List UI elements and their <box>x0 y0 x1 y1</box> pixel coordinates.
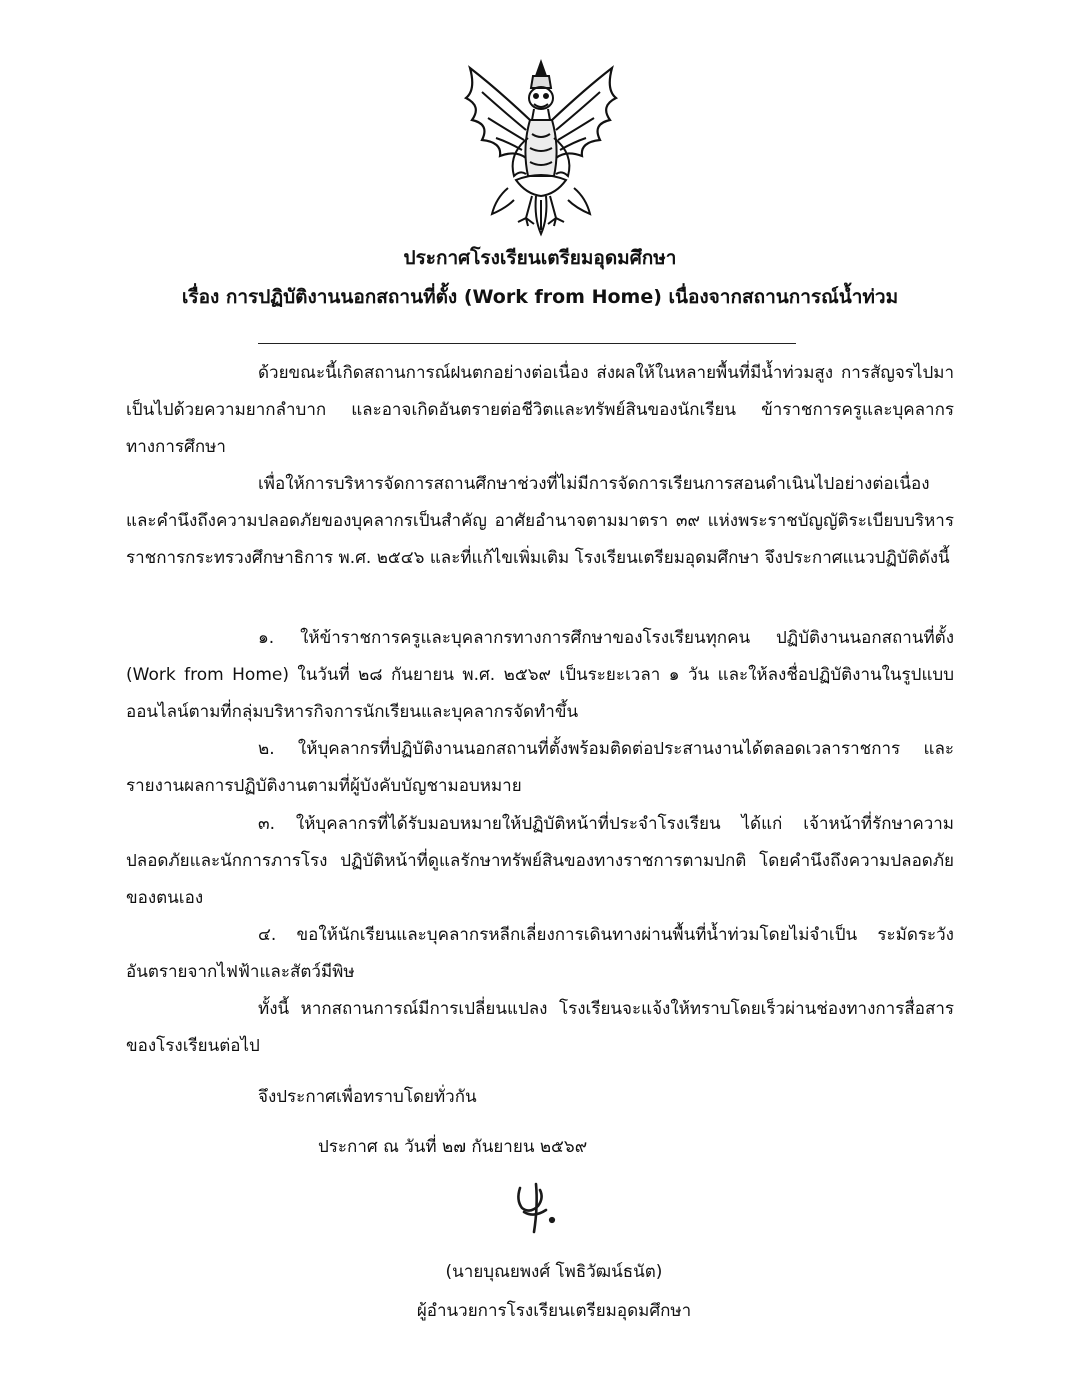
paragraph-authority: เพื่อให้การบริหารจัดการสถานศึกษาช่วงที่ไม่มีการจัดการเรียนการสอนดำเนินไปอย่างต่อเนื่อง และคำนึงถึงความปลอดภัยของบุคลากรเป็นสำคัญ อาศัยอำนาจตามมาตรา ๓๙ แห่งพระราชบัญญัติระเบียบบริหารราชการกระทรวงศึกษาธิการ พ.ศ. ๒๕๔๖ และที่แก้ไขเพิ่มเติม โรงเรียนเตรียมอุดมศึกษา จึงประกาศแนวปฏิบัติดังนี้ <box>126 474 954 568</box>
announcement-subject: เรื่อง การปฏิบัติงานนอกสถานที่ตั้ง (Work from Home) เนื่องจากสถานการณ์น้ำท่วม <box>181 286 899 308</box>
garuda-emblem <box>456 58 626 240</box>
announcement-date: ประกาศ ณ วันที่ ๒๗ กันยายน ๒๕๖๙ <box>318 1137 588 1157</box>
signature <box>510 1180 566 1238</box>
list-item-2: ๒. ให้บุคลากรที่ปฏิบัติงานนอกสถานที่ตั้งพร้อมติดต่อประสานงานได้ตลอดเวลาราชการ และรายงานผลการปฏิบัติงานตามที่ผู้บังคับบัญชามอบหมาย <box>126 739 954 796</box>
list-item-4: ๔. ขอให้นักเรียนและบุคลากรหลีกเลี่ยงการเดินทางผ่านพื้นที่น้ำท่วมโดยไม่จำเป็น ระมัดระวังอันตรายจากไฟฟ้าและสัตว์มีพิษ <box>126 925 954 982</box>
list-item-3: ๓. ให้บุคลากรที่ได้รับมอบหมายให้ปฏิบัติหน้าที่ประจำโรงเรียน ได้แก่ เจ้าหน้าที่รักษาความปลอดภัยและนักการภารโรง ปฏิบัติหน้าที่ดูแลรักษาทรัพย์สินของทางราชการตามปกติ โดยคำนึงถึงความปลอดภัยของตนเอง <box>126 814 954 908</box>
list-item-1: ๑. ให้ข้าราชการครูและบุคลากรทางการศึกษาของโรงเรียนทุกคน ปฏิบัติงานนอกสถานที่ตั้ง (Work from Home) ในวันที่ ๒๘ กันยายน พ.ศ. ๒๕๖๙ เป็นระยะเวลา ๑ วัน และให้ลงชื่อปฏิบัติงานในรูปแบบออนไลน์ตามที่กลุ่มบริหารกิจการนักเรียนและบุคลากรจัดทำขึ้น <box>126 628 954 722</box>
closing-statement: จึงประกาศเพื่อทราบโดยทั่วกัน <box>258 1087 477 1107</box>
announcement-title: ประกาศโรงเรียนเตรียมอุดมศึกษา <box>403 247 677 269</box>
signer-name: (นายบุณยพงศ์ โพธิวัฒน์ธนัต) <box>445 1262 663 1282</box>
signer-position: ผู้อำนวยการโรงเรียนเตรียมอุดมศึกษา <box>416 1301 692 1321</box>
paragraph-situation: ด้วยขณะนี้เกิดสถานการณ์ฝนตกอย่างต่อเนื่อง ส่งผลให้ในหลายพื้นที่มีน้ำท่วมสูง การสัญจรไปมาเป็นไปด้วยความยากลำบาก และอาจเกิดอันตรายต่อชีวิตและทรัพย์สินของนักเรียน ข้าราชการครูและบุคลากรทางการศึกษา <box>126 363 954 457</box>
paragraph-notice: ทั้งนี้ หากสถานการณ์มีการเปลี่ยนแปลง โรงเรียนจะแจ้งให้ทราบโดยเร็วผ่านช่องทางการสื่อสารของโรงเรียนต่อไป <box>126 999 954 1056</box>
title-divider <box>258 343 796 344</box>
